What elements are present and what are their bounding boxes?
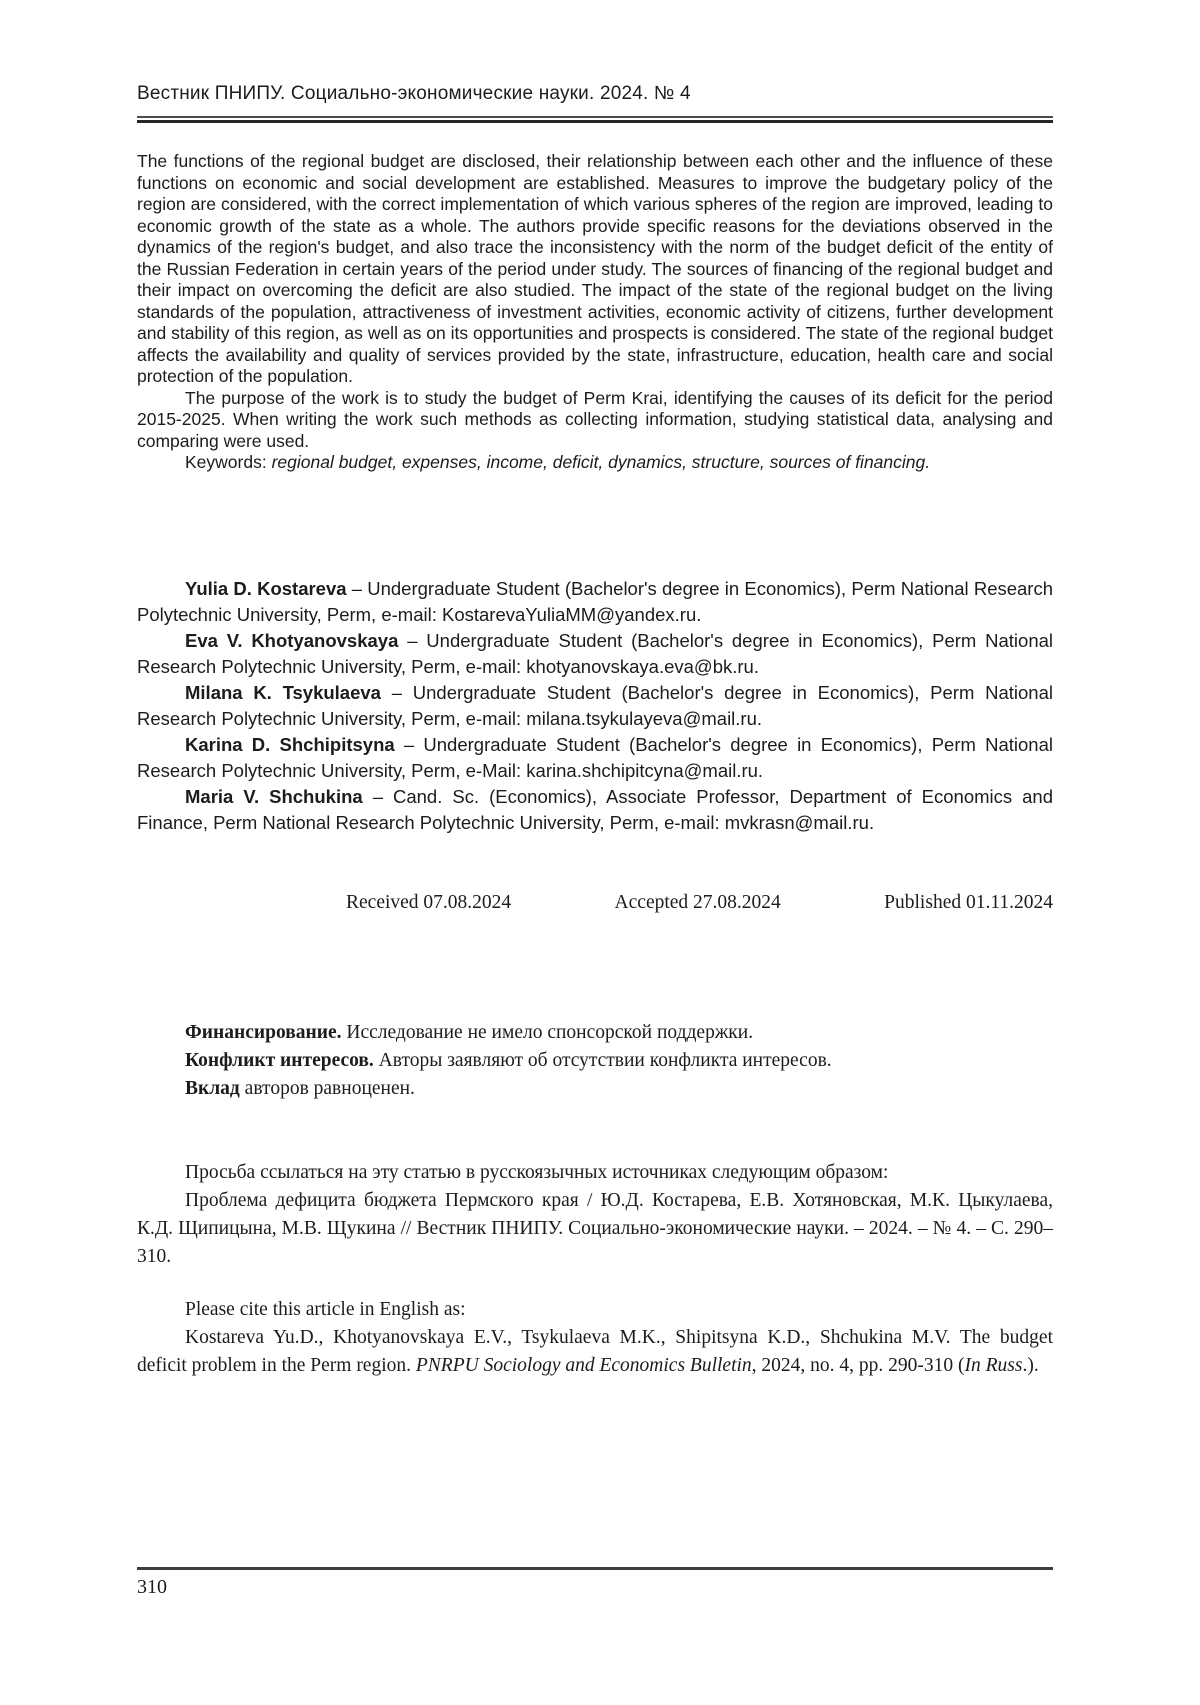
funding-statement bbox=[137, 1019, 1053, 1047]
author-name: Eva V. Khotyanovskaya bbox=[185, 630, 399, 651]
author-affiliation: – Undergraduate Student (Bachelor's degree in Economics), Perm National Research Polytechnic University, Perm, e-mail: milana.tsykulayeva@mail.ru. bbox=[137, 682, 1053, 729]
footer-rule bbox=[137, 1567, 1053, 1570]
author-affiliation: – Undergraduate Student (Bachelor's degree in Economics), Perm National Research Polytechnic University, Perm, e-Mail: karina.shchipitcyna@mail.ru. bbox=[137, 734, 1053, 781]
citation-en-intro: Please cite this article in English as: bbox=[185, 1299, 466, 1320]
author-entry bbox=[137, 784, 1053, 836]
author-affiliation: – Undergraduate Student (Bachelor's degree in Economics), Perm National Research Polytechnic University, Perm, e-mail: khotyanovskaya.eva@bk.ru. bbox=[137, 630, 1054, 677]
citation-en-body bbox=[137, 1324, 1053, 1380]
article-dates bbox=[346, 892, 1053, 914]
author-name: Maria V. Shchukina bbox=[185, 786, 363, 807]
published-date: Published 01.11.2024 bbox=[884, 892, 1053, 913]
author-entry bbox=[137, 680, 1053, 732]
keywords-text: regional budget, expenses, income, deficit, dynamics, structure, sources of financing. bbox=[271, 452, 931, 472]
keywords-line bbox=[137, 452, 1053, 474]
page-number: 310 bbox=[137, 1576, 167, 1598]
citation-english bbox=[137, 1296, 1053, 1380]
funding-label: Финансирование. bbox=[185, 1022, 342, 1043]
declarations-section bbox=[137, 1019, 1053, 1103]
keywords-label: Keywords: bbox=[185, 452, 272, 472]
citation-en-issue: , 2024, no. 4, pp. 290-310 ( bbox=[751, 1355, 965, 1376]
running-head: Вестник ПНИПУ. Социально-экономические науки. 2024. № 4 bbox=[137, 83, 691, 104]
conflict-label: Конфликт интересов. bbox=[185, 1050, 374, 1071]
authors-section bbox=[137, 576, 1053, 836]
purpose-paragraph: The purpose of the work is to study the budget of Perm Krai, identifying the causes of its deficit for the period 2015-2025. When writing the work such methods as collecting information, studying statistical data, analysing and comparing were used. bbox=[137, 387, 1053, 451]
abstract-paragraph: The functions of the regional budget are disclosed, their relationship between each other and the influence of these functions on economic and social development are established. Measures to improve the budgetary policy of the region are considered, with the correct implementation of which various spheres of the region are improved, leading to economic growth of the state as a whole. The authors provide specific reasons for the deviations observed in the dynamics of the region's budget, and also trace the inconsistency with the norm of the budget deficit of the entity of the Russian Federation in certain years of the period under study. The sources of financing of the regional budget and their impact on overcoming the deficit are also studied. The impact of the state of the regional budget on the living standards of the population, attractiveness of investment activities, economic activity of citizens, further development and stability of this region, as well as on its opportunities and prospects is considered. The state of the regional budget affects the availability and quality of services provided by the state, infrastructure, education, health care and social protection of the population. bbox=[137, 151, 1053, 386]
header-double-rule bbox=[137, 116, 1053, 123]
citation-ru-intro: Просьба ссылаться на эту статью в русскоязычных источниках следующим образом: bbox=[185, 1162, 889, 1183]
author-affiliation: – Undergraduate Student (Bachelor's degree in Economics), Perm National Research Polytechnic University, Perm, e-mail: KostarevaYuliaMM@yandex.ru. bbox=[137, 578, 1054, 625]
citation-en-authors: Kostareva Yu.D., Khotyanovskaya E.V., Tsykulaeva M.K., Shipitsyna K.D., Shchukina M.V. The budget deficit problem in the Perm region. bbox=[137, 1327, 1053, 1376]
contribution-text: авторов равноценен. bbox=[239, 1078, 415, 1099]
author-name: Yulia D. Kostareva bbox=[185, 578, 347, 599]
citation-en-inruss: In Russ bbox=[964, 1355, 1023, 1376]
author-entry bbox=[137, 628, 1053, 680]
conflict-text: Авторы заявляют об отсутствии конфликта интересов. bbox=[373, 1050, 832, 1071]
abstract-section bbox=[137, 151, 1053, 474]
contribution-statement bbox=[137, 1075, 1053, 1103]
citation-russian bbox=[137, 1159, 1053, 1271]
citation-en-journal: PNRPU Sociology and Economics Bulletin bbox=[415, 1355, 752, 1376]
citation-ru-body: Проблема дефицита бюджета Пермского края / Ю.Д. Костарева, Е.В. Хотяновская, М.К. Цыкулаева, К.Д. Щипицына, М.В. Щукина // Вестник ПНИПУ. Социально-экономические науки. – 2024. – № 4. – С. 290–310. bbox=[137, 1190, 1053, 1267]
contribution-label: Вклад bbox=[185, 1078, 240, 1099]
author-entry bbox=[137, 576, 1053, 628]
citation-en-close: .). bbox=[1022, 1355, 1039, 1376]
received-date: Received 07.08.2024 bbox=[346, 892, 512, 913]
conflict-statement bbox=[137, 1047, 1053, 1075]
author-name: Karina D. Shchipitsyna bbox=[185, 734, 395, 755]
funding-text: Исследование не имело спонсорской поддержки. bbox=[341, 1022, 754, 1043]
accepted-date: Accepted 27.08.2024 bbox=[614, 892, 781, 913]
author-entry bbox=[137, 732, 1053, 784]
author-name: Milana K. Tsykulaeva bbox=[185, 682, 381, 703]
author-affiliation: – Cand. Sc. (Economics), Associate Professor, Department of Economics and Finance, Perm National Research Polytechnic University, Perm, e-mail: mvkrasn@mail.ru. bbox=[137, 786, 1054, 833]
